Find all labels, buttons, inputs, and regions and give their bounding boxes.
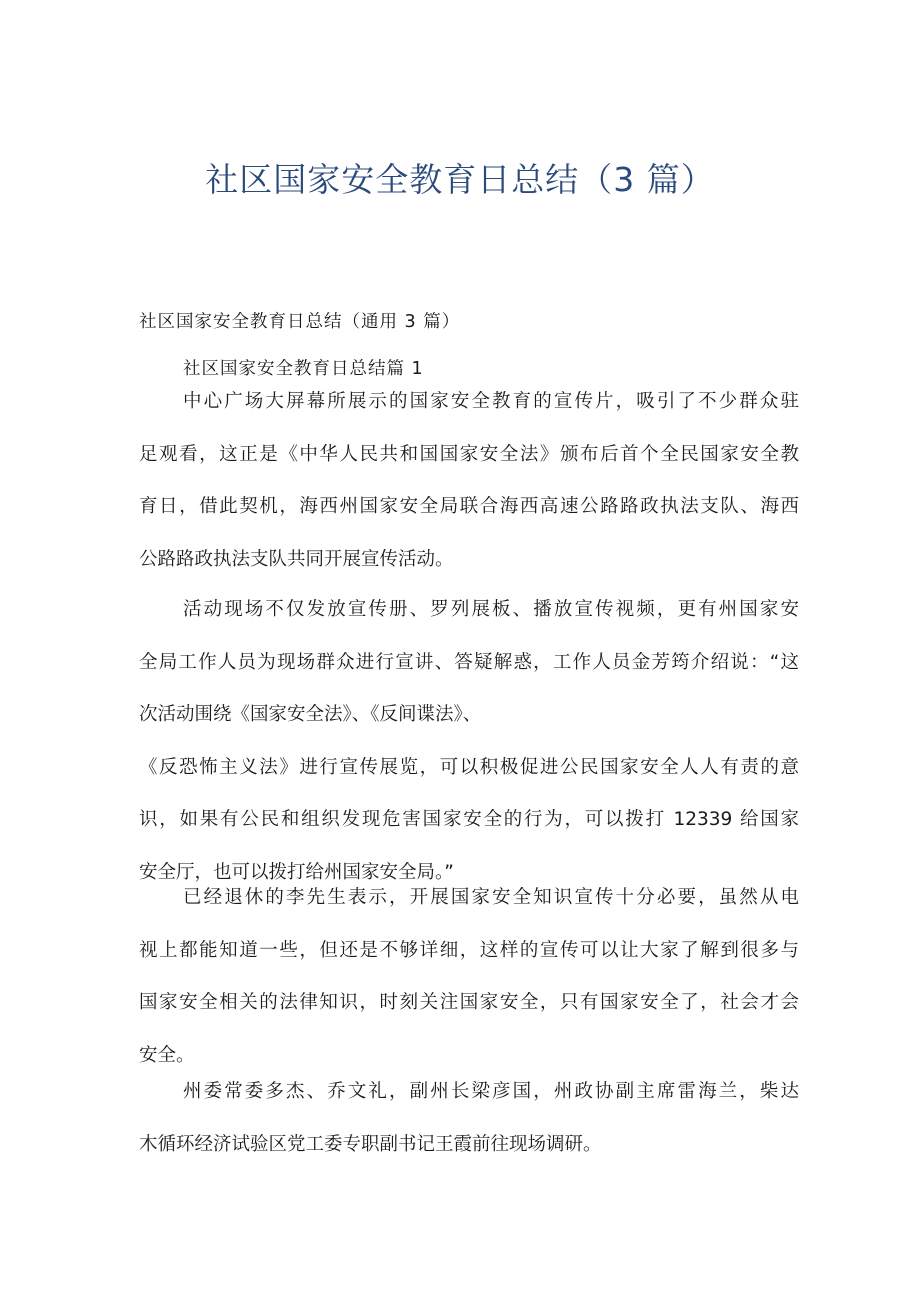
paragraph-line: 全局工作人员为现场群众进行宣讲、答疑解惑，工作人员金芳筠介绍说：“这 [139, 651, 799, 673]
paragraph-line: 国家安全相关的法律知识，时刻关注国家安全，只有国家安全了，社会才会 [139, 992, 799, 1013]
paragraph-line: 公路路政执法支队共同开展宣传活动。 [139, 548, 454, 570]
paragraph-4 [139, 1066, 799, 1171]
paragraph-line: 次活动围绕《国家安全法》、《反间谍法》、 [139, 704, 482, 725]
paragraph-line: 木循环经济试验区党工委专职副书记王霞前往现场调研。 [139, 1133, 602, 1155]
paragraph-3 [139, 872, 799, 1082]
paragraph-line: 州委常委多杰、乔文礼，副州长梁彦国，州政协副主席雷海兰，柴达 [183, 1081, 799, 1102]
document-title: 社区国家安全教育日总结（3 篇） [205, 160, 715, 199]
paragraph-line: 《反恐怖主义法》进行宣传展览，可以积极促进公民国家安全人人有责的意 [139, 756, 799, 778]
paragraph-line: 已经退休的李先生表示，开展国家安全知识宣传十分必要，虽然从电 [183, 887, 799, 908]
paragraph-line: 中心广场大屏幕所展示的国家安全教育的宣传片，吸引了不少群众驻 [183, 391, 799, 412]
paragraph-line: 视上都能知道一些，但还是不够详细，这样的宣传可以让大家了解到很多与 [139, 939, 799, 961]
section-heading: 社区国家安全教育日总结篇 1 [183, 359, 424, 379]
document-subtitle: 社区国家安全教育日总结（通用 3 篇） [139, 312, 461, 332]
paragraph-1 [139, 376, 799, 586]
paragraph-line: 足观看，这正是《中华人民共和国国家安全法》颁布后首个全民国家安全教 [139, 443, 799, 465]
paragraph-line: 活动现场不仅发放宣传册、罗列展板、播放宣传视频，更有州国家安 [183, 599, 799, 620]
paragraph-line: 安全厅，也可以拨打给州国家安全局。” [139, 861, 454, 883]
paragraph-2 [139, 584, 799, 899]
paragraph-line: 识，如果有公民和组织发现危害国家安全的行为，可以拨打 12339 给国家 [139, 809, 799, 830]
paragraph-line: 育日，借此契机，海西州国家安全局联合海西高速公路路政执法支队、海西 [139, 496, 799, 517]
paragraph-line: 安全。 [139, 1044, 195, 1066]
